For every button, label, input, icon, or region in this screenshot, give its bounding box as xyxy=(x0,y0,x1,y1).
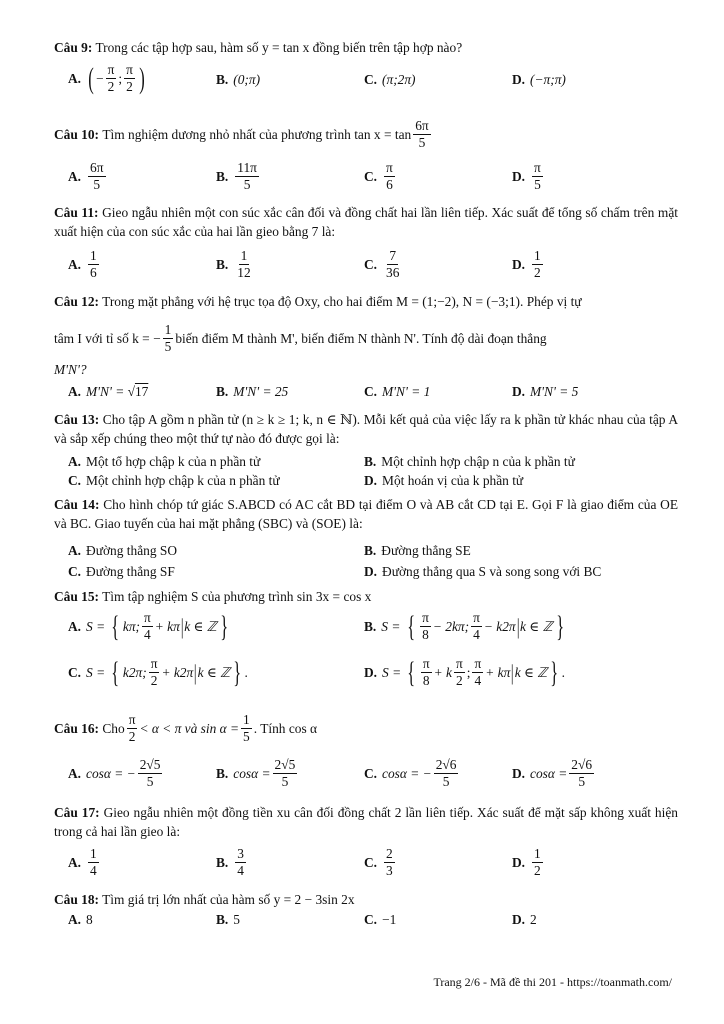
question-label: Câu 11: xyxy=(54,205,99,220)
option-c[interactable]: C. Một chỉnh hợp chập k của n phần tử xyxy=(68,473,280,488)
question-text: Cho xyxy=(102,721,125,736)
page-footer: Trang 2/6 - Mã đề thi 201 - https://toanmath.com/ xyxy=(433,975,672,989)
option-c[interactable]: C. $\frac{7}{36}$ xyxy=(364,248,400,280)
question-label: Câu 9: xyxy=(54,40,93,55)
question-text: Trong mặt phẳng với hệ trục tọa độ Oxy, cho hai điểm M = (1;−2), N = (−3;1). Phép vị tự xyxy=(102,294,582,309)
question-text: Cho tập A gồm n phần tử (n ≥ k ≥ 1; k, n ∈ ℕ). Mỗi kết quả của việc lấy ra k phần tử khác nhau của tập A và sắp xếp chúng theo một thứ tự nào đó được gọi là: xyxy=(54,412,678,446)
question-text: tâm I với tỉ số k = − xyxy=(54,331,161,346)
option-b[interactable]: B. Đường thẳng SE xyxy=(364,543,471,558)
question-15 xyxy=(54,587,678,606)
question-label: Câu 15: xyxy=(54,589,100,604)
question-12-line3: M'N'? xyxy=(54,362,87,377)
question-label: Câu 14: xyxy=(54,497,100,512)
question-label: Câu 12: xyxy=(54,294,100,309)
option-a[interactable]: A. Một tổ hợp chập k của n phần tử xyxy=(68,454,261,469)
question-14 xyxy=(54,495,678,533)
option-c[interactable]: C. cosα = − $\frac{2√6}{5}$ xyxy=(364,757,457,789)
question-text: Gieo ngẫu nhiên một đồng tiền xu cân đối đồng chất 2 lần liên tiếp. Xác suất để mặt sấp không xuất hiện trong cả hai lần gieo là: xyxy=(54,805,678,839)
question-label: Câu 10: xyxy=(54,127,100,142)
question-text: biến điểm M thành M', biến điểm N thành N'. Tính độ dài đoạn thẳng xyxy=(175,331,547,346)
option-d[interactable]: D. Một hoán vị của k phần tử xyxy=(364,473,524,488)
option-b[interactable]: B. 5 xyxy=(216,912,240,927)
question-11 xyxy=(54,203,678,241)
option-c[interactable]: C. M'N' = 1 xyxy=(364,384,431,399)
option-b[interactable]: B. cosα = $\frac{2√5}{5}$ xyxy=(216,757,296,789)
option-b[interactable]: B. $\frac{11\pi}{5}$ xyxy=(216,160,257,192)
option-b[interactable]: B. S = { $\frac{\pi}{8}$ − 2kπ; $\frac{\pi}{4}$ − k2π | k ∈ ℤ } xyxy=(364,609,564,643)
question-label: Câu 17: xyxy=(54,805,100,820)
option-c[interactable]: C. (π;2π) xyxy=(364,72,416,87)
option-b[interactable]: B. $\frac{1}{12}$ xyxy=(216,248,251,280)
question-12 xyxy=(54,292,678,311)
question-18 xyxy=(54,890,678,909)
option-d[interactable]: D. $\frac{\pi}{5}$ xyxy=(512,160,541,192)
option-a[interactable]: A. $\frac{1}{6}$ xyxy=(68,248,97,280)
question-text: Trong các tập hợp sau, hàm số y = tan x đồng biến trên tập hợp nào? xyxy=(95,40,463,55)
question-label: Câu 13: xyxy=(54,412,100,427)
option-c[interactable]: C. $\frac{2}{3}$ xyxy=(364,846,393,878)
option-d[interactable]: D. M'N' = 5 xyxy=(512,384,579,399)
option-c[interactable]: C. Đường thẳng SF xyxy=(68,564,175,579)
question-17 xyxy=(54,803,678,841)
question-10: Câu 10: Tìm nghiệm dương nhỏ nhất của phương trình tan x = tan $\frac{6\pi}{5}$ xyxy=(54,118,429,150)
option-a[interactable]: A. $\frac{6\pi}{5}$ xyxy=(68,160,104,192)
option-a[interactable]: A. ( − $\frac{\pi}{2}$ ; $\frac{\pi}{2}$ ) xyxy=(68,61,145,95)
question-label: Câu 16: xyxy=(54,721,100,736)
question-9 xyxy=(54,38,678,57)
option-d[interactable]: D. cosα = $\frac{2√6}{5}$ xyxy=(512,757,593,789)
option-a[interactable]: A. 8 xyxy=(68,912,93,927)
option-b[interactable]: B. (0;π) xyxy=(216,72,261,87)
option-b[interactable]: B. M'N' = 25 xyxy=(216,384,289,399)
option-c[interactable]: C. S = { k2π; $\frac{\pi}{2}$ + k2π | k ∈ ℤ } . xyxy=(68,655,248,689)
option-c[interactable]: C. −1 xyxy=(364,912,397,927)
option-c[interactable]: C. $\frac{\pi}{6}$ xyxy=(364,160,393,192)
option-d[interactable]: D. Đường thẳng qua S và song song với BC xyxy=(364,564,602,579)
question-text: Tìm tập nghiệm S của phương trình sin 3x = cos x xyxy=(102,589,372,604)
question-text: Tìm giá trị lớn nhất của hàm số y = 2 − 3sin 2x xyxy=(102,892,355,907)
question-label: Câu 18: xyxy=(54,892,100,907)
question-text: < α < π và sin α = xyxy=(139,721,240,736)
option-b[interactable]: B. Một chỉnh hợp chập n của k phần tử xyxy=(364,454,575,469)
question-16: Câu 16: Cho $\frac{\pi}{2}$ < α < π và sin α = $\frac{1}{5}$ . Tính cos α xyxy=(54,712,318,744)
question-text: Tìm nghiệm dương nhỏ nhất của phương trình tan x = tan xyxy=(102,127,412,142)
question-text: . Tính cos α xyxy=(253,721,318,736)
option-a[interactable]: A. cosα = − $\frac{2√5}{5}$ xyxy=(68,757,161,789)
question-text: Cho hình chóp tứ giác S.ABCD có AC cắt BD tại điểm O và AB cắt CD tại E. Gọi F là giao điểm của OE và BC. Giao tuyến của hai mặt phẳng (SBC) và (SOE) là: xyxy=(54,497,679,531)
option-d[interactable]: D. 2 xyxy=(512,912,537,927)
option-a[interactable]: A. Đường thẳng SO xyxy=(68,543,177,558)
question-text: Gieo ngẫu nhiên một con súc xắc cân đối và đồng chất hai lần liên tiếp. Xác suất để tổng số chấm trên mặt xuất hiện của con súc xắc của hai lần gieo bằng 7 là: xyxy=(54,205,678,239)
option-a[interactable]: A. M'N' = √ 17 xyxy=(68,384,149,399)
option-a[interactable]: A. $\frac{1}{4}$ xyxy=(68,846,97,878)
option-a[interactable]: A. S = { kπ; $\frac{\pi}{4}$ + kπ | k ∈ ℤ } xyxy=(68,609,228,643)
option-d[interactable]: D. $\frac{1}{2}$ xyxy=(512,248,541,280)
question-13 xyxy=(54,410,678,448)
option-d[interactable]: D. S = { $\frac{\pi}{8}$ + k $\frac{\pi}{2}$ ; $\frac{\pi}{4}$ + kπ | k ∈ ℤ } . xyxy=(364,655,565,689)
option-d[interactable]: D. (−π;π) xyxy=(512,72,566,87)
option-d[interactable]: D. $\frac{1}{2}$ xyxy=(512,846,541,878)
option-b[interactable]: B. $\frac{3}{4}$ xyxy=(216,846,244,878)
question-12-line2: tâm I với tỉ số k = − $\frac{1}{5}$ biến điểm M thành M', biến điểm N thành N'. Tính độ dài đoạn thẳng xyxy=(54,322,547,354)
